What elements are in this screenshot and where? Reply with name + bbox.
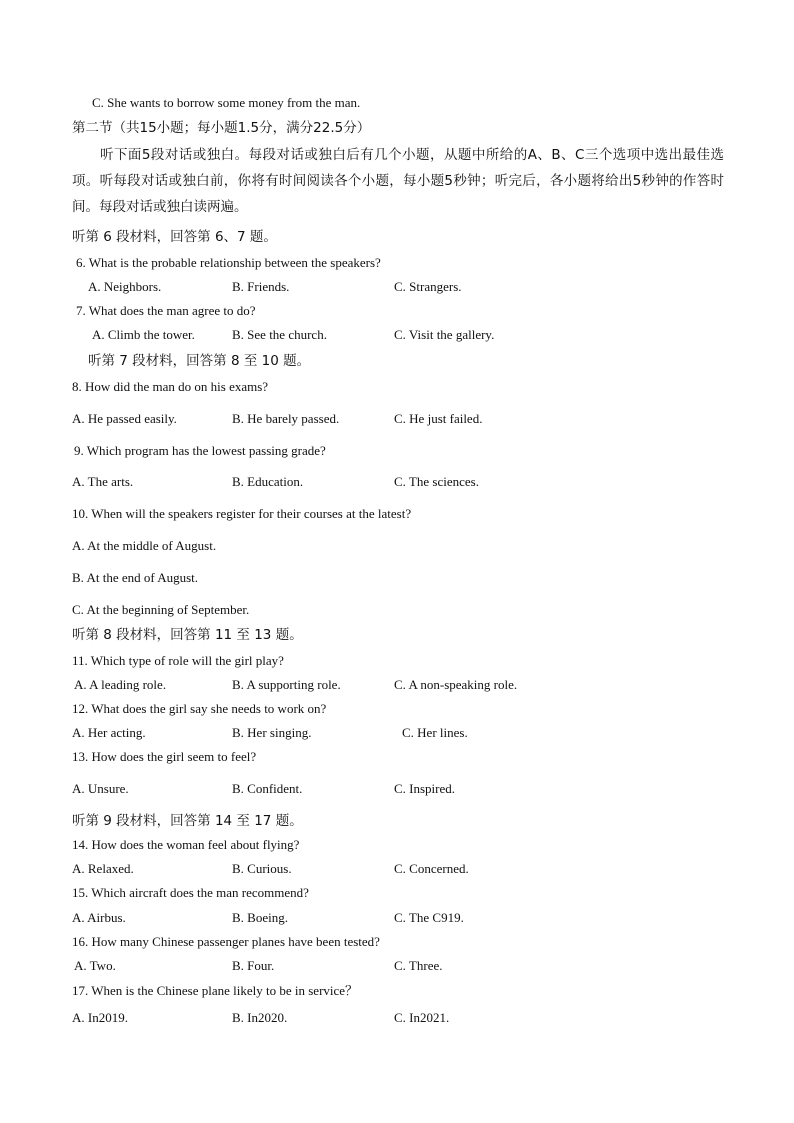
- question-7-option-a: A. Climb the tower.: [92, 327, 195, 342]
- question-6-option-c: C. Strangers.: [394, 279, 462, 294]
- group-heading-7: 听第 7 段材料，回答第 8 至 10 题。: [88, 353, 311, 369]
- question-15-stem: 15. Which aircraft does the man recommend?: [72, 885, 309, 900]
- question-15-option-b: B. Boeing.: [232, 910, 288, 925]
- question-9-option-c: C. The sciences.: [394, 474, 479, 489]
- question-9-stem: 9. Which program has the lowest passing grade?: [74, 443, 326, 458]
- question-8-stem: 8. How did the man do on his exams?: [72, 379, 269, 394]
- question-11-option-a: A. A leading role.: [74, 677, 167, 692]
- question-16-option-b: B. Four.: [232, 958, 275, 973]
- question-14-option-c: C. Concerned.: [394, 861, 469, 876]
- question-12-option-c: C. Her lines.: [402, 725, 468, 740]
- question-8-option-b: B. He barely passed.: [232, 411, 340, 426]
- question-6-option-b: B. Friends.: [232, 279, 290, 294]
- question-16-stem: 16. How many Chinese passenger planes have been tested?: [72, 934, 380, 949]
- group-heading-9: 听第 9 段材料，回答第 14 至 17 题。: [72, 813, 303, 829]
- question-12-option-b: B. Her singing.: [232, 725, 312, 740]
- question-8-option-c: C. He just failed.: [394, 411, 483, 426]
- question-10-option-c: C. At the beginning of September.: [72, 602, 250, 617]
- question-13-stem: 13. How does the girl seem to feel?: [72, 749, 257, 764]
- q5-option-c: C. She wants to borrow some money from the man.: [92, 95, 361, 110]
- question-9-option-a: A. The arts.: [72, 474, 134, 489]
- question-14-option-a: A. Relaxed.: [72, 861, 134, 876]
- question-15-option-c: C. The C919.: [394, 910, 464, 925]
- question-6-stem: 6. What is the probable relationship between the speakers?: [76, 255, 381, 270]
- group-heading-8: 听第 8 段材料，回答第 11 至 13 题。: [72, 627, 303, 643]
- question-11-stem: 11. Which type of role will the girl play?: [72, 653, 284, 668]
- question-7-stem: 7. What does the man agree to do?: [76, 303, 256, 318]
- question-17-option-b: B. In2020.: [232, 1010, 288, 1025]
- question-17-option-a: A. In2019.: [72, 1010, 128, 1025]
- question-11-option-b: B. A supporting role.: [232, 677, 341, 692]
- question-10-option-a: A. At the middle of August.: [72, 538, 217, 553]
- question-12-stem: 12. What does the girl say she needs to work on?: [72, 701, 327, 716]
- question-13-option-c: C. Inspired.: [394, 781, 456, 796]
- group-heading-6: 听第 6 段材料，回答第 6、7 题。: [72, 229, 277, 245]
- question-8-option-a: A. He passed easily.: [72, 411, 177, 426]
- question-7-option-c: C. Visit the gallery.: [394, 327, 495, 342]
- question-12-option-a: A. Her acting.: [72, 725, 146, 740]
- question-13-option-a: A. Unsure.: [72, 781, 129, 796]
- section-title: 第二节（共15小题；每小题1.5分，满分22.5分）: [72, 120, 371, 136]
- question-10-option-b: B. At the end of August.: [72, 570, 199, 585]
- question-14-stem: 14. How does the woman feel about flying?: [72, 837, 300, 852]
- question-17-stem: 17. When is the Chinese plane likely to be in service？: [72, 983, 359, 998]
- question-16-option-a: A. Two.: [74, 958, 116, 973]
- question-7-option-b: B. See the church.: [232, 327, 327, 342]
- question-15-option-a: A. Airbus.: [72, 910, 126, 925]
- question-13-option-b: B. Confident.: [232, 781, 303, 796]
- question-6-option-a: A. Neighbors.: [88, 279, 162, 294]
- instructions-paragraph: 听下面5段对话或独白。每段对话或独白后有几个小题，从题中所给的A、B、C三个选项中选出最佳选项。听每段对话或独白前，你将有时间阅读各个小题，每小题5秒钟；听完后，各小题将给出5秒钟的作答时间。每段对话或独白读两遍。: [72, 147, 724, 215]
- question-11-option-c: C. A non-speaking role.: [394, 677, 518, 692]
- question-9-option-b: B. Education.: [232, 474, 304, 489]
- question-14-option-b: B. Curious.: [232, 861, 292, 876]
- question-17-option-c: C. In2021.: [394, 1010, 450, 1025]
- question-10-stem: 10. When will the speakers register for their courses at the latest?: [72, 506, 412, 521]
- question-16-option-c: C. Three.: [394, 958, 443, 973]
